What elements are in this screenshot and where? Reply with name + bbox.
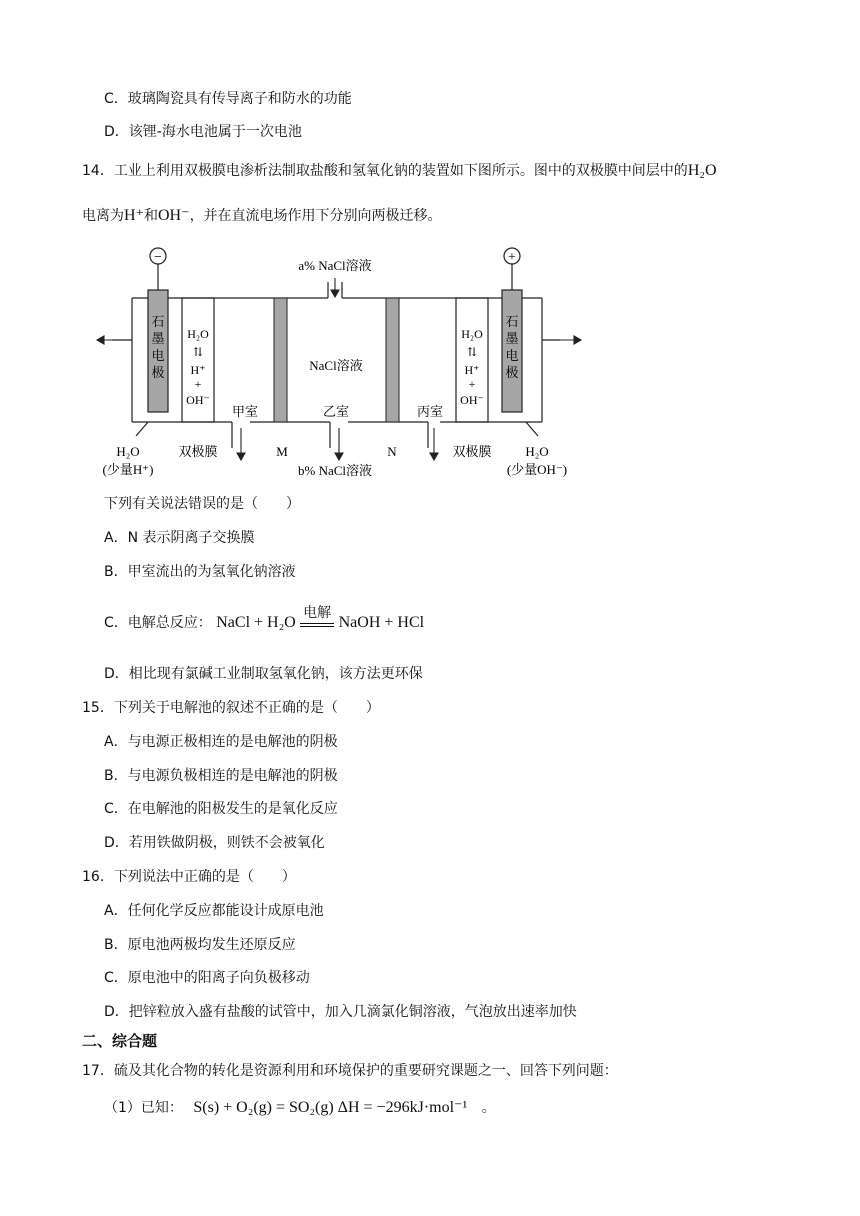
membrane-m bbox=[274, 298, 287, 422]
q14-equation-left: NaCl + H₂O bbox=[216, 614, 296, 631]
q16-option-d: D．把锌粒放入盛有盐酸的试管中，加入几滴氯化铜溶液，气泡放出速率加快 bbox=[104, 1004, 577, 1020]
right-electrode-char-1: 石 bbox=[505, 314, 519, 329]
right-feed-bottom-label: (少量OH⁻) bbox=[506, 462, 568, 477]
q17-sub1-end: 。 bbox=[481, 1100, 496, 1116]
q15-option-a: A．与电源正极相连的是电解池的阴极 bbox=[104, 734, 338, 750]
left-electrode-char-4: 极 bbox=[151, 365, 165, 380]
room-yi-label: 乙室 bbox=[322, 404, 350, 419]
positive-sign: + bbox=[508, 250, 516, 265]
left-electrode-char-3: 电 bbox=[151, 348, 165, 363]
q14-option-c bbox=[104, 605, 425, 633]
q14-stem-line2 bbox=[82, 206, 442, 226]
q14-stem-line1 bbox=[82, 161, 717, 181]
q14-equation-sign bbox=[300, 605, 334, 627]
electrodialysis-diagram bbox=[90, 240, 590, 485]
right-species-plus: + bbox=[468, 377, 476, 391]
right-feed-top-label: H₂O bbox=[525, 444, 549, 459]
right-species-oh: OH⁻ bbox=[460, 393, 484, 407]
q14-question: 下列有关说法错误的是（ ） bbox=[104, 496, 300, 512]
q14-and: 和 bbox=[144, 208, 158, 224]
room-bing-label: 丙室 bbox=[416, 404, 444, 419]
membrane-m-label: M bbox=[276, 444, 288, 459]
q15-option-c: C．在电解池的阳极发生的是氧化反应 bbox=[104, 801, 338, 817]
top-inlet-label: a% NaCl溶液 bbox=[298, 258, 372, 273]
left-electrode-char-1: 石 bbox=[151, 314, 165, 329]
q17-stem: 17．硫及其化合物的转化是资源利用和环境保护的重要研究课题之一、回答下列问题： bbox=[82, 1063, 618, 1079]
q17-sub1-label: （1）已知： bbox=[104, 1100, 183, 1116]
q14-option-a: A．N 表示阴离子交换膜 bbox=[104, 530, 255, 546]
section-heading: 二、综合题 bbox=[82, 1032, 158, 1050]
bipolar-right-label: 双极膜 bbox=[452, 444, 492, 459]
negative-sign: − bbox=[154, 250, 162, 265]
q16-stem: 16．下列说法中正确的是（ ） bbox=[82, 869, 296, 885]
q14-equation-right: NaOH + HCl bbox=[338, 614, 425, 631]
q17-sub1-equation: S(s) + O₂(g) = SO₂(g) ΔH = −296kJ·mol⁻¹ bbox=[193, 1099, 468, 1116]
q16-option-a: A．任何化学反应都能设计成原电池 bbox=[104, 903, 324, 919]
q16-option-b: B．原电池两极均发生还原反应 bbox=[104, 937, 296, 953]
bipolar-left-label: 双极膜 bbox=[178, 444, 218, 459]
left-electrode-char-2: 墨 bbox=[151, 331, 165, 346]
q13-option-c: C．玻璃陶瓷具有传导离子和防水的功能 bbox=[104, 91, 352, 107]
right-electrode-char-2: 墨 bbox=[505, 331, 519, 346]
left-species-plus: + bbox=[194, 377, 202, 391]
left-species-h: H⁺ bbox=[190, 363, 206, 377]
q14-h-ion: H⁺ bbox=[124, 207, 144, 224]
left-feed-bottom-label: (少量H⁺) bbox=[102, 462, 154, 477]
bottom-outlet-label: b% NaCl溶液 bbox=[297, 463, 373, 478]
q14-stem-line2-b: ，并在直流电场作用下分别向两极迁移。 bbox=[189, 208, 442, 224]
q15-option-d: D．若用铁做阴极，则铁不会被氧化 bbox=[104, 835, 325, 851]
membrane-n-label: N bbox=[387, 444, 397, 459]
q17-sub1 bbox=[104, 1098, 496, 1118]
left-feed-top-label: H₂O bbox=[116, 444, 140, 459]
right-species-h2o: H₂O bbox=[461, 327, 483, 341]
q14-stem-line2-a: 电离为 bbox=[82, 208, 124, 224]
membrane-n bbox=[386, 298, 399, 422]
left-species-h2o: H₂O bbox=[187, 327, 209, 341]
q14-option-c-label: C．电解总反应： bbox=[104, 615, 212, 631]
middle-solution-label: NaCl溶液 bbox=[309, 358, 363, 373]
equals-sign-icon bbox=[300, 623, 334, 627]
room-jia-label: 甲室 bbox=[231, 404, 259, 419]
q15-option-b: B．与电源负极相连的是电解池的阴极 bbox=[104, 768, 338, 784]
q14-oh-ion: OH⁻ bbox=[158, 207, 190, 224]
right-species-equilibrium-icon: ⇅ bbox=[466, 345, 478, 359]
left-species-oh: OH⁻ bbox=[186, 393, 210, 407]
right-species-h: H⁺ bbox=[464, 363, 480, 377]
q13-option-d: D．该锂-海水电池属于一次电池 bbox=[104, 124, 302, 140]
q14-stem-text: 14．工业上利用双极膜电渗析法制取盐酸和氢氧化钠的装置如下图所示。图中的双极膜中间层中的 bbox=[82, 163, 688, 179]
left-species-equilibrium-icon: ⇅ bbox=[192, 345, 204, 359]
q14-h2o: H₂O bbox=[687, 162, 717, 179]
q15-stem: 15．下列关于电解池的叙述不正确的是（ ） bbox=[82, 700, 380, 716]
q14-equation-condition: 电解 bbox=[303, 605, 332, 621]
right-electrode-char-3: 电 bbox=[505, 348, 519, 363]
q16-option-c: C．原电池中的阳离子向负极移动 bbox=[104, 970, 310, 986]
right-electrode-char-4: 极 bbox=[505, 365, 519, 380]
q14-option-b: B．甲室流出的为氢氧化钠溶液 bbox=[104, 564, 296, 580]
q14-option-d: D．相比现有氯碱工业制取氢氧化钠，该方法更环保 bbox=[104, 666, 423, 682]
